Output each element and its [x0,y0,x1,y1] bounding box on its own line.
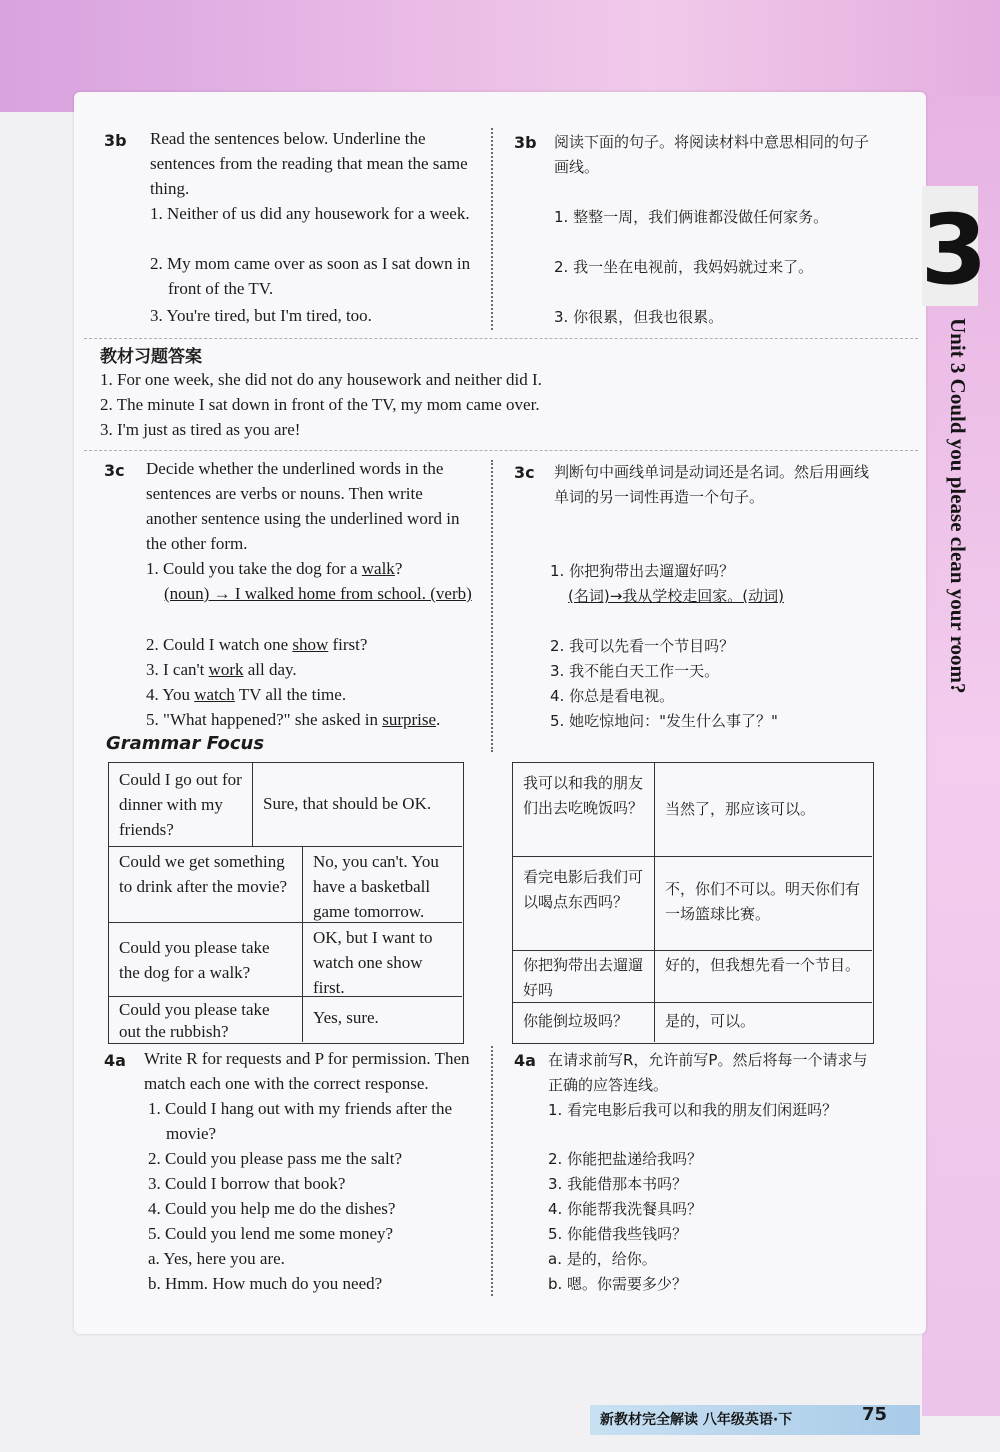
list-item: 3. I can't work all day. [146,660,297,679]
section-divider [84,338,918,339]
table-cell-answer: 当然了，那应该可以。 [655,763,872,857]
list-item: 5. "What happened?" she asked in surprise. [146,710,441,729]
list-item: 1. Could I hang out with my friends after the movie? [148,1099,453,1143]
sample-answer: (noun) → I walked home from school. (verb) [164,584,472,603]
unit-number: 3 [920,194,988,306]
response-item: b. 嗯。你需要多少？ [548,1275,688,1293]
exercise-label: 3c [104,461,125,480]
column-divider [491,1046,493,1296]
table-cell-answer: 好的，但我想先看一个节目。 [655,951,872,1003]
sample-answer: (名词)→我从学校走回家。(动词) [568,587,784,605]
table-cell-answer: No, you can't. You have a basketball game tomorrow. [303,847,462,923]
list-item: 3. 我能借那本书吗？ [548,1175,688,1193]
table-cell-question: 你能倒垃圾吗？ [513,1003,655,1042]
column-divider [491,460,493,752]
grammar-focus-title: Grammar Focus [106,733,265,754]
table-cell-answer: Yes, sure. [313,1008,379,1027]
list-item: 5. 你能借我些钱吗？ [548,1225,688,1243]
response-item: b. Hmm. How much do you need? [148,1274,383,1293]
page-number: 75 [862,1404,888,1425]
table-cell-answer: 不，你们不可以。明天你们有一场篮球比赛。 [655,857,872,951]
instruction: 判断句中画线单词是动词还是名词。然后用画线单词的另一词性再造一个句子。 [554,463,870,506]
section-divider [84,450,918,451]
list-item: 3. 你很累，但我也很累。 [554,308,724,326]
table-cell-answer: 是的，可以。 [665,1012,756,1030]
instruction: Write R for requests and P for permission. Then match each one with the correct response. [144,1049,470,1093]
exercise-label: 3c [514,463,535,482]
list-item: 2. 我一坐在电视前，我妈妈就过来了。 [554,258,814,276]
list-item: 3. You're tired, but I'm tired, too. [150,306,372,325]
list-item: 4. 你总是看电视。 [550,687,675,705]
list-item: 3. Could I borrow that book? [148,1174,346,1193]
table-cell-question: 看完电影后我们可以喝点东西吗？ [513,857,655,951]
list-item: 5. 她吃惊地问："发生什么事了？" [550,712,778,730]
exercise-label: 3b [514,133,537,152]
unit-title-vertical: Unit 3 Could you please clean your room? [946,318,970,694]
list-item: 4. You watch TV all the time. [146,685,347,704]
table-cell-question: Could we get something to drink after the movie? [109,847,303,923]
instruction: Read the sentences below. Underline the sentences from the reading that mean the same thing. [150,129,468,198]
response-item: a. Yes, here you are. [148,1249,285,1268]
table-cell-question: Could you please take out the rubbish? [109,997,303,1042]
list-item: 2. Could I watch one show first? [146,635,368,654]
instruction: 阅读下面的句子。将阅读材料中意思相同的句子画线。 [554,133,870,176]
instruction: 在请求前写R，允许前写P。然后将每一个请求与正确的应答连线。 [548,1051,868,1094]
table-cell-question: Could I go out for dinner with my friends? [109,763,253,847]
list-item: 1. 整整一周，我们俩谁都没做任何家务。 [554,208,829,226]
table-cell-answer: OK, but I want to watch one show first. [303,923,462,997]
exercise-label: 3b [104,131,127,150]
list-item: 4. Could you help me do the dishes? [148,1199,396,1218]
table-cell-question: Could you please take the dog for a walk? [109,923,303,997]
list-item: 1. Neither of us did any housework for a week. [150,204,470,223]
grammar-table-zh [512,762,874,1044]
list-item: 2. 我可以先看一个节目吗？ [550,637,735,655]
answer-item: 3. I'm just as tired as you are! [100,420,301,439]
list-item: 1. 你把狗带出去遛遛好吗？ [550,562,735,580]
list-item: 3. 我不能白天工作一天。 [550,662,720,680]
grammar-table-en [108,762,464,1044]
list-item: 2. My mom came over as soon as I sat down in front of the TV. [150,254,471,298]
table-cell-answer: Sure, that should be OK. [253,763,462,847]
list-item: 4. 你能帮我洗餐具吗？ [548,1200,703,1218]
answers-heading: 教材习题答案 [100,347,202,367]
table-cell-question: 我可以和我的朋友们出去吃晚饭吗？ [513,763,655,857]
list-item: 2. Could you please pass me the salt? [148,1149,403,1168]
list-item: 1. 看完电影后我可以和我的朋友们闲逛吗？ [548,1101,838,1119]
table-cell-question: 你把狗带出去遛遛好吗 [513,951,655,1003]
answer-item: 1. For one week, she did not do any housework and neither did I. [100,370,542,389]
exercise-label: 4a [514,1051,536,1070]
response-item: a. 是的，给你。 [548,1250,657,1268]
book-title: 新教材完全解读 八年级英语·下 [600,1412,793,1428]
list-item: 2. 你能把盐递给我吗？ [548,1150,703,1168]
instruction: Decide whether the underlined words in the sentences are verbs or nouns. Then write another sentence using the underlined word in the other form. [146,459,460,553]
column-divider [491,128,493,330]
list-item: 1. Could you take the dog for a walk? [146,559,403,578]
list-item: 5. Could you lend me some money? [148,1224,394,1243]
exercise-label: 4a [104,1051,126,1070]
answer-item: 2. The minute I sat down in front of the TV, my mom came over. [100,395,540,414]
